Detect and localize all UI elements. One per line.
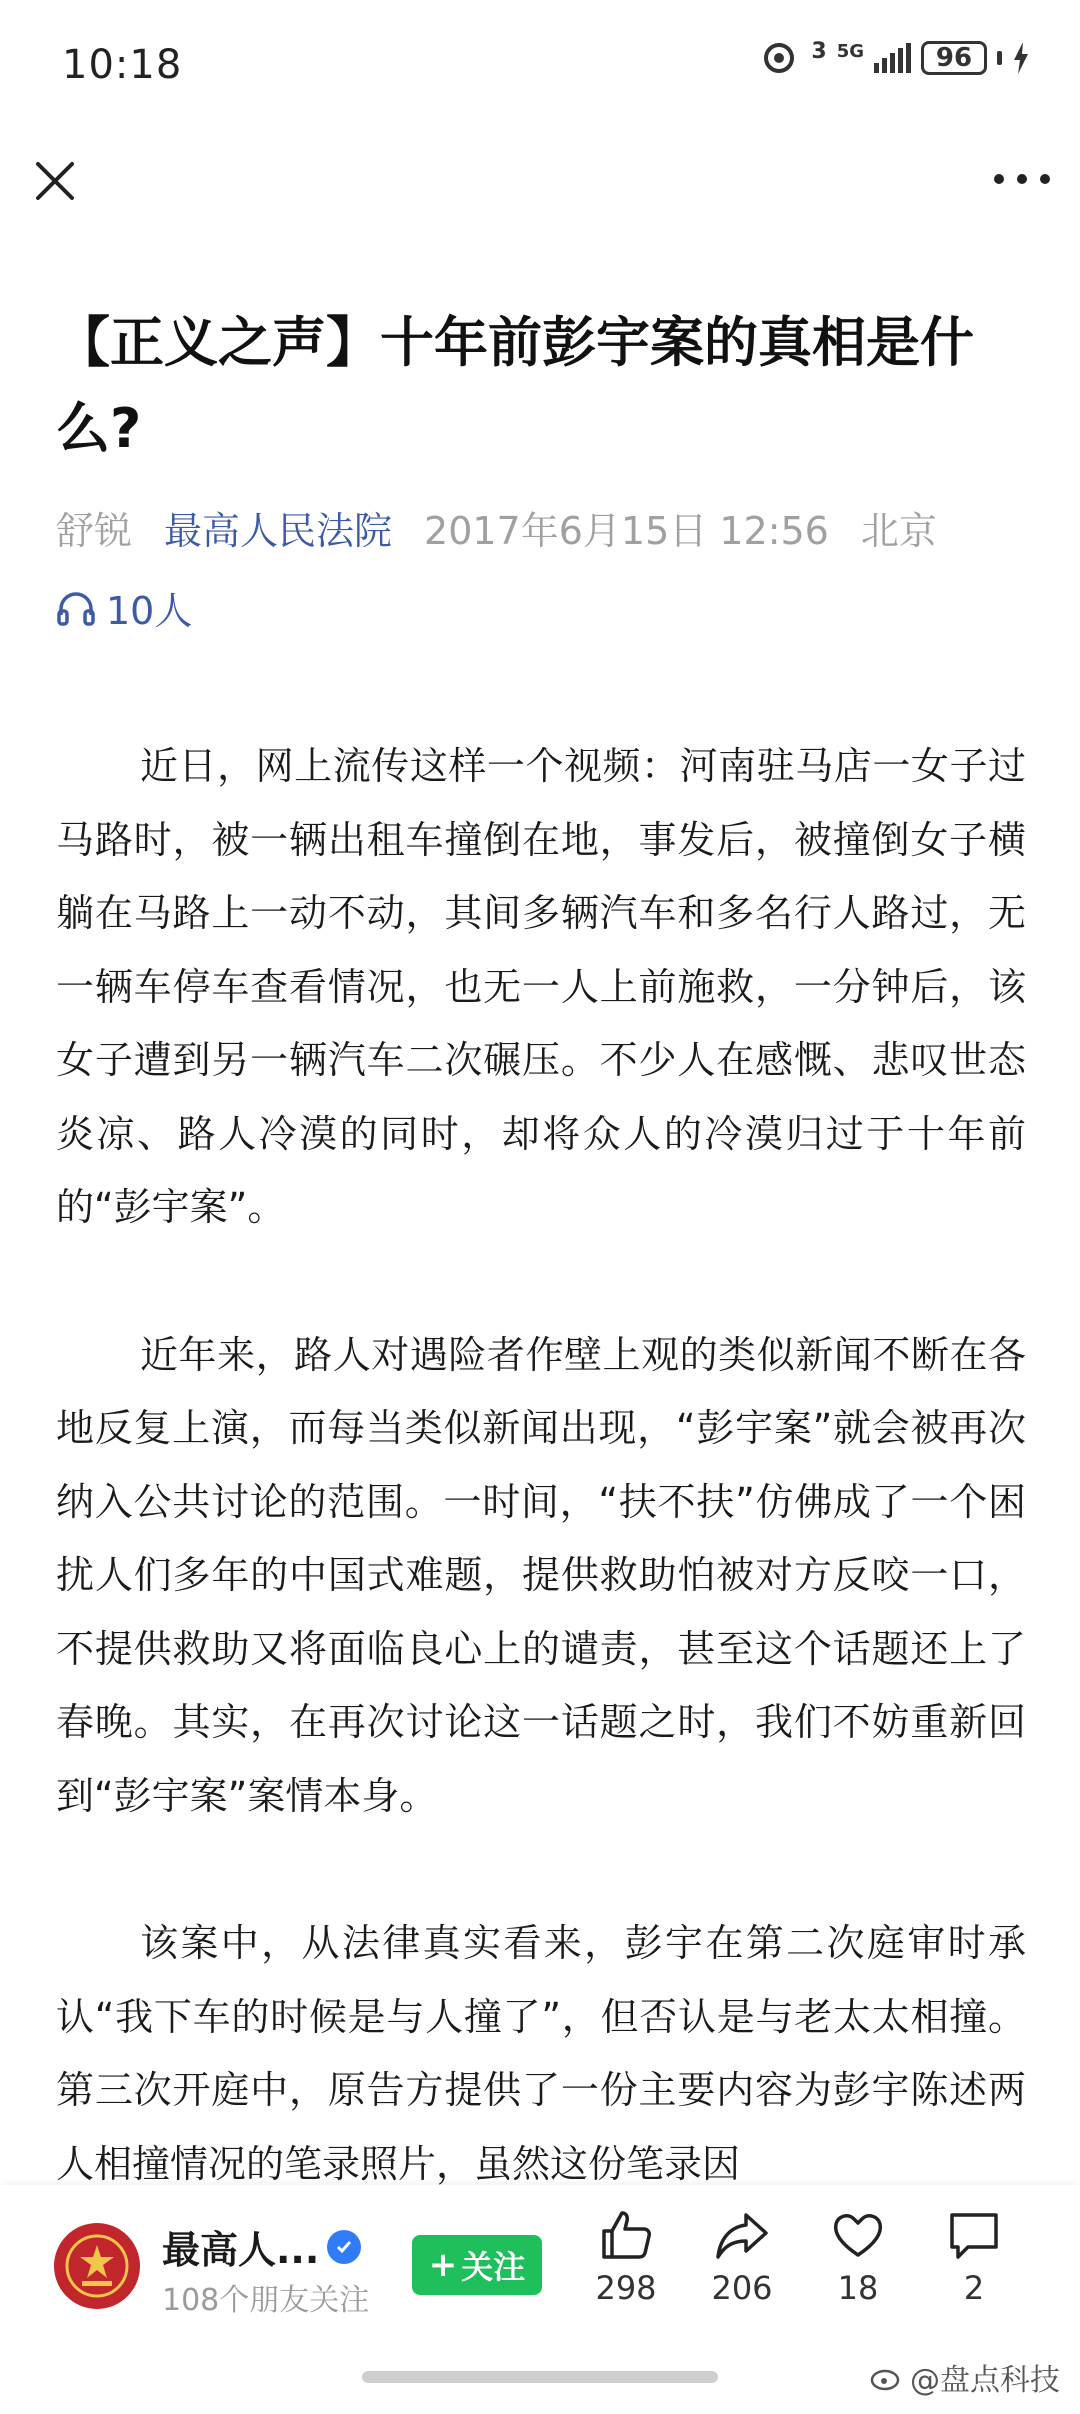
favorite-count: 18 <box>837 2269 879 2307</box>
account-name-text: 最高人... <box>162 2228 320 2272</box>
weibo-icon <box>870 2363 904 2391</box>
more-icon-dot <box>1040 174 1050 184</box>
more-icon <box>994 174 1004 184</box>
author: 舒锐 <box>56 509 133 553</box>
battery-tip <box>997 51 1002 65</box>
followers-count: 108个朋友关注 <box>162 2283 370 2318</box>
like-count: 298 <box>595 2269 657 2307</box>
share-button[interactable] <box>692 2207 792 2307</box>
hotspot-icon <box>761 40 801 76</box>
status-time: 10:18 <box>62 42 183 88</box>
signal-icon <box>874 43 911 73</box>
network-sup: 3 <box>811 38 827 64</box>
source-link[interactable]: 最高人民法院 <box>164 509 393 553</box>
thumbs-up-icon <box>598 2207 654 2263</box>
watermark <box>870 2355 1060 2399</box>
close-button[interactable] <box>30 156 80 206</box>
court-emblem-icon <box>62 2231 132 2301</box>
close-icon <box>30 156 80 206</box>
battery-level: 96 <box>935 43 973 73</box>
favorite-button[interactable] <box>808 2207 908 2307</box>
charging-icon <box>1012 42 1030 74</box>
watermark-text: @盘点科技 <box>910 2363 1060 2398</box>
share-icon <box>714 2207 770 2263</box>
avatar[interactable] <box>54 2223 140 2309</box>
top-nav <box>0 140 1080 220</box>
follow-label: 关注 <box>461 2248 526 2286</box>
verified-icon <box>327 2230 361 2264</box>
status-bar <box>0 0 1080 140</box>
headphones-icon <box>56 589 96 627</box>
network-type: 5G <box>836 40 864 62</box>
share-count: 206 <box>711 2269 773 2307</box>
comment-icon <box>946 2207 1002 2263</box>
plus-icon: + <box>428 2245 458 2285</box>
more-button[interactable] <box>994 164 1050 194</box>
account-name[interactable] <box>162 2219 361 2274</box>
heart-icon <box>830 2207 886 2263</box>
home-indicator[interactable] <box>362 2371 718 2383</box>
status-icons <box>761 40 1030 76</box>
like-button[interactable] <box>576 2207 676 2307</box>
comment-button[interactable] <box>924 2207 1024 2307</box>
paragraph: 近日，网上流传这样一个视频：河南驻马店一女子过马路时，被一辆出租车撞倒在地，事发后，被撞倒女子横躺在马路上一动不动，其间多辆汽车和多名行人路过，无一辆车停车查看情况，也无一人上前施救，一分钟后，该女子遭到另一辆汽车二次碾压。不少人在感慨、悲叹世态炎凉、路人冷漠的同时，却将众人的冷漠归过于十年前的“彭宇案”。 <box>56 744 1026 1229</box>
listener-count: 10人 <box>106 589 193 633</box>
article-meta <box>56 500 1046 555</box>
publish-datetime: 2017年6月15日 12:56 <box>424 509 829 553</box>
battery-icon <box>921 41 987 75</box>
article-body <box>56 730 1026 2275</box>
article-title: 【正义之声】十年前彭宇案的真相是什么? <box>56 311 974 460</box>
paragraph: 该案中，从法律真实看来，彭宇在第二次庭审时承认“我下车的时候是与人撞了”，但否认是与老太太相撞。第三次开庭中，原告方提供了一份主要内容为彭宇陈述两人相撞情况的笔录照片，虽然这份笔录因 <box>56 1921 1026 2186</box>
comment-count: 2 <box>963 2269 985 2307</box>
listen-button[interactable] <box>56 580 192 635</box>
location: 北京 <box>860 509 937 553</box>
follow-button[interactable] <box>412 2235 542 2295</box>
more-icon-dot <box>1017 174 1027 184</box>
paragraph: 近年来，路人对遇险者作壁上观的类似新闻不断在各地反复上演，而每当类似新闻出现，“彭宇案”就会被再次纳入公共讨论的范围。一时间，“扶不扶”仿佛成了一个困扰人们多年的中国式难题，提供救助怕被对方反咬一口，不提供救助又将面临良心上的谴责，甚至这个话题还上了春晚。其实，在再次讨论这一话题之时，我们不妨重新回到“彭宇案”案情本身。 <box>56 1332 1026 1818</box>
